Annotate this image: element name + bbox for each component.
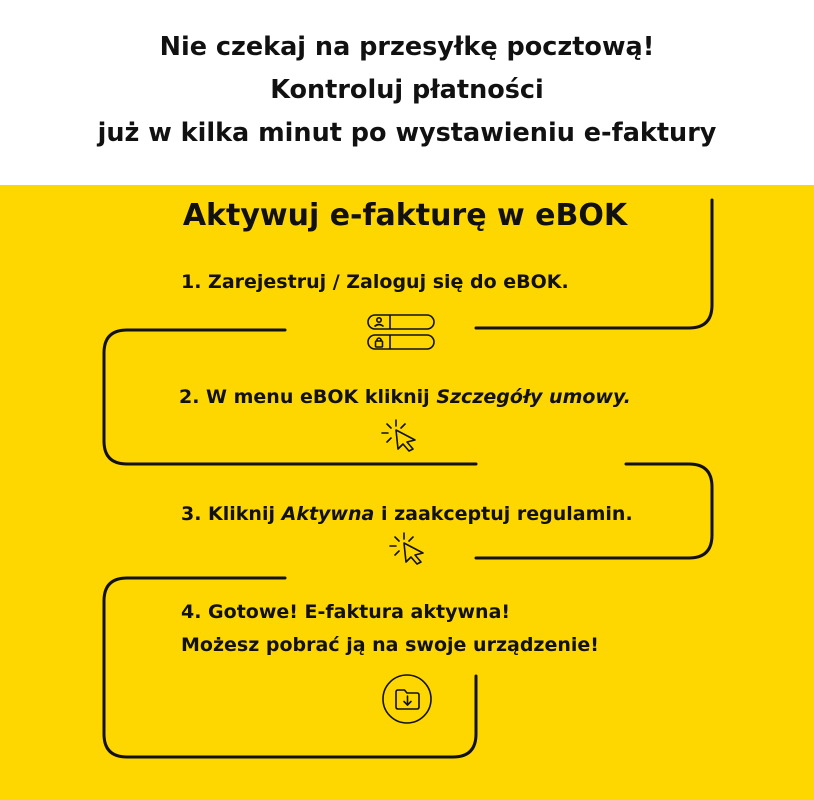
- step-4-text: [181, 596, 599, 662]
- step-2-emph: Szczegóły umowy.: [436, 386, 631, 408]
- step-4-line-1: 4. Gotowe! E-faktura aktywna!: [181, 601, 511, 623]
- step-3-emph: Aktywna: [281, 503, 375, 525]
- cursor-click-icon: [380, 418, 422, 452]
- step-3-text: [181, 498, 633, 531]
- step-3-suffix: i zaakceptuj regulamin.: [374, 503, 633, 525]
- download-folder-icon: [380, 673, 436, 725]
- header-line-2: Kontroluj płatności: [270, 75, 544, 105]
- step-3-prefix: 3. Kliknij: [181, 503, 282, 525]
- step-1-text: 1. Zarejestruj / Zaloguj się do eBOK.: [181, 271, 569, 293]
- step-2-prefix: 2. W menu eBOK kliknij: [179, 386, 437, 408]
- step-4-line-2: Możesz pobrać ją na swoje urządzenie!: [181, 634, 599, 656]
- step-2-text: [179, 381, 631, 414]
- login-form-icon: [366, 313, 438, 355]
- page-title: Aktywuj e-fakturę w eBOK: [182, 198, 628, 233]
- header-line-1: Nie czekaj na przesyłkę pocztową!: [159, 32, 655, 62]
- cursor-click-icon: [388, 531, 430, 565]
- header-line-3: już w kilka minut po wystawieniu e-faktury: [97, 118, 717, 148]
